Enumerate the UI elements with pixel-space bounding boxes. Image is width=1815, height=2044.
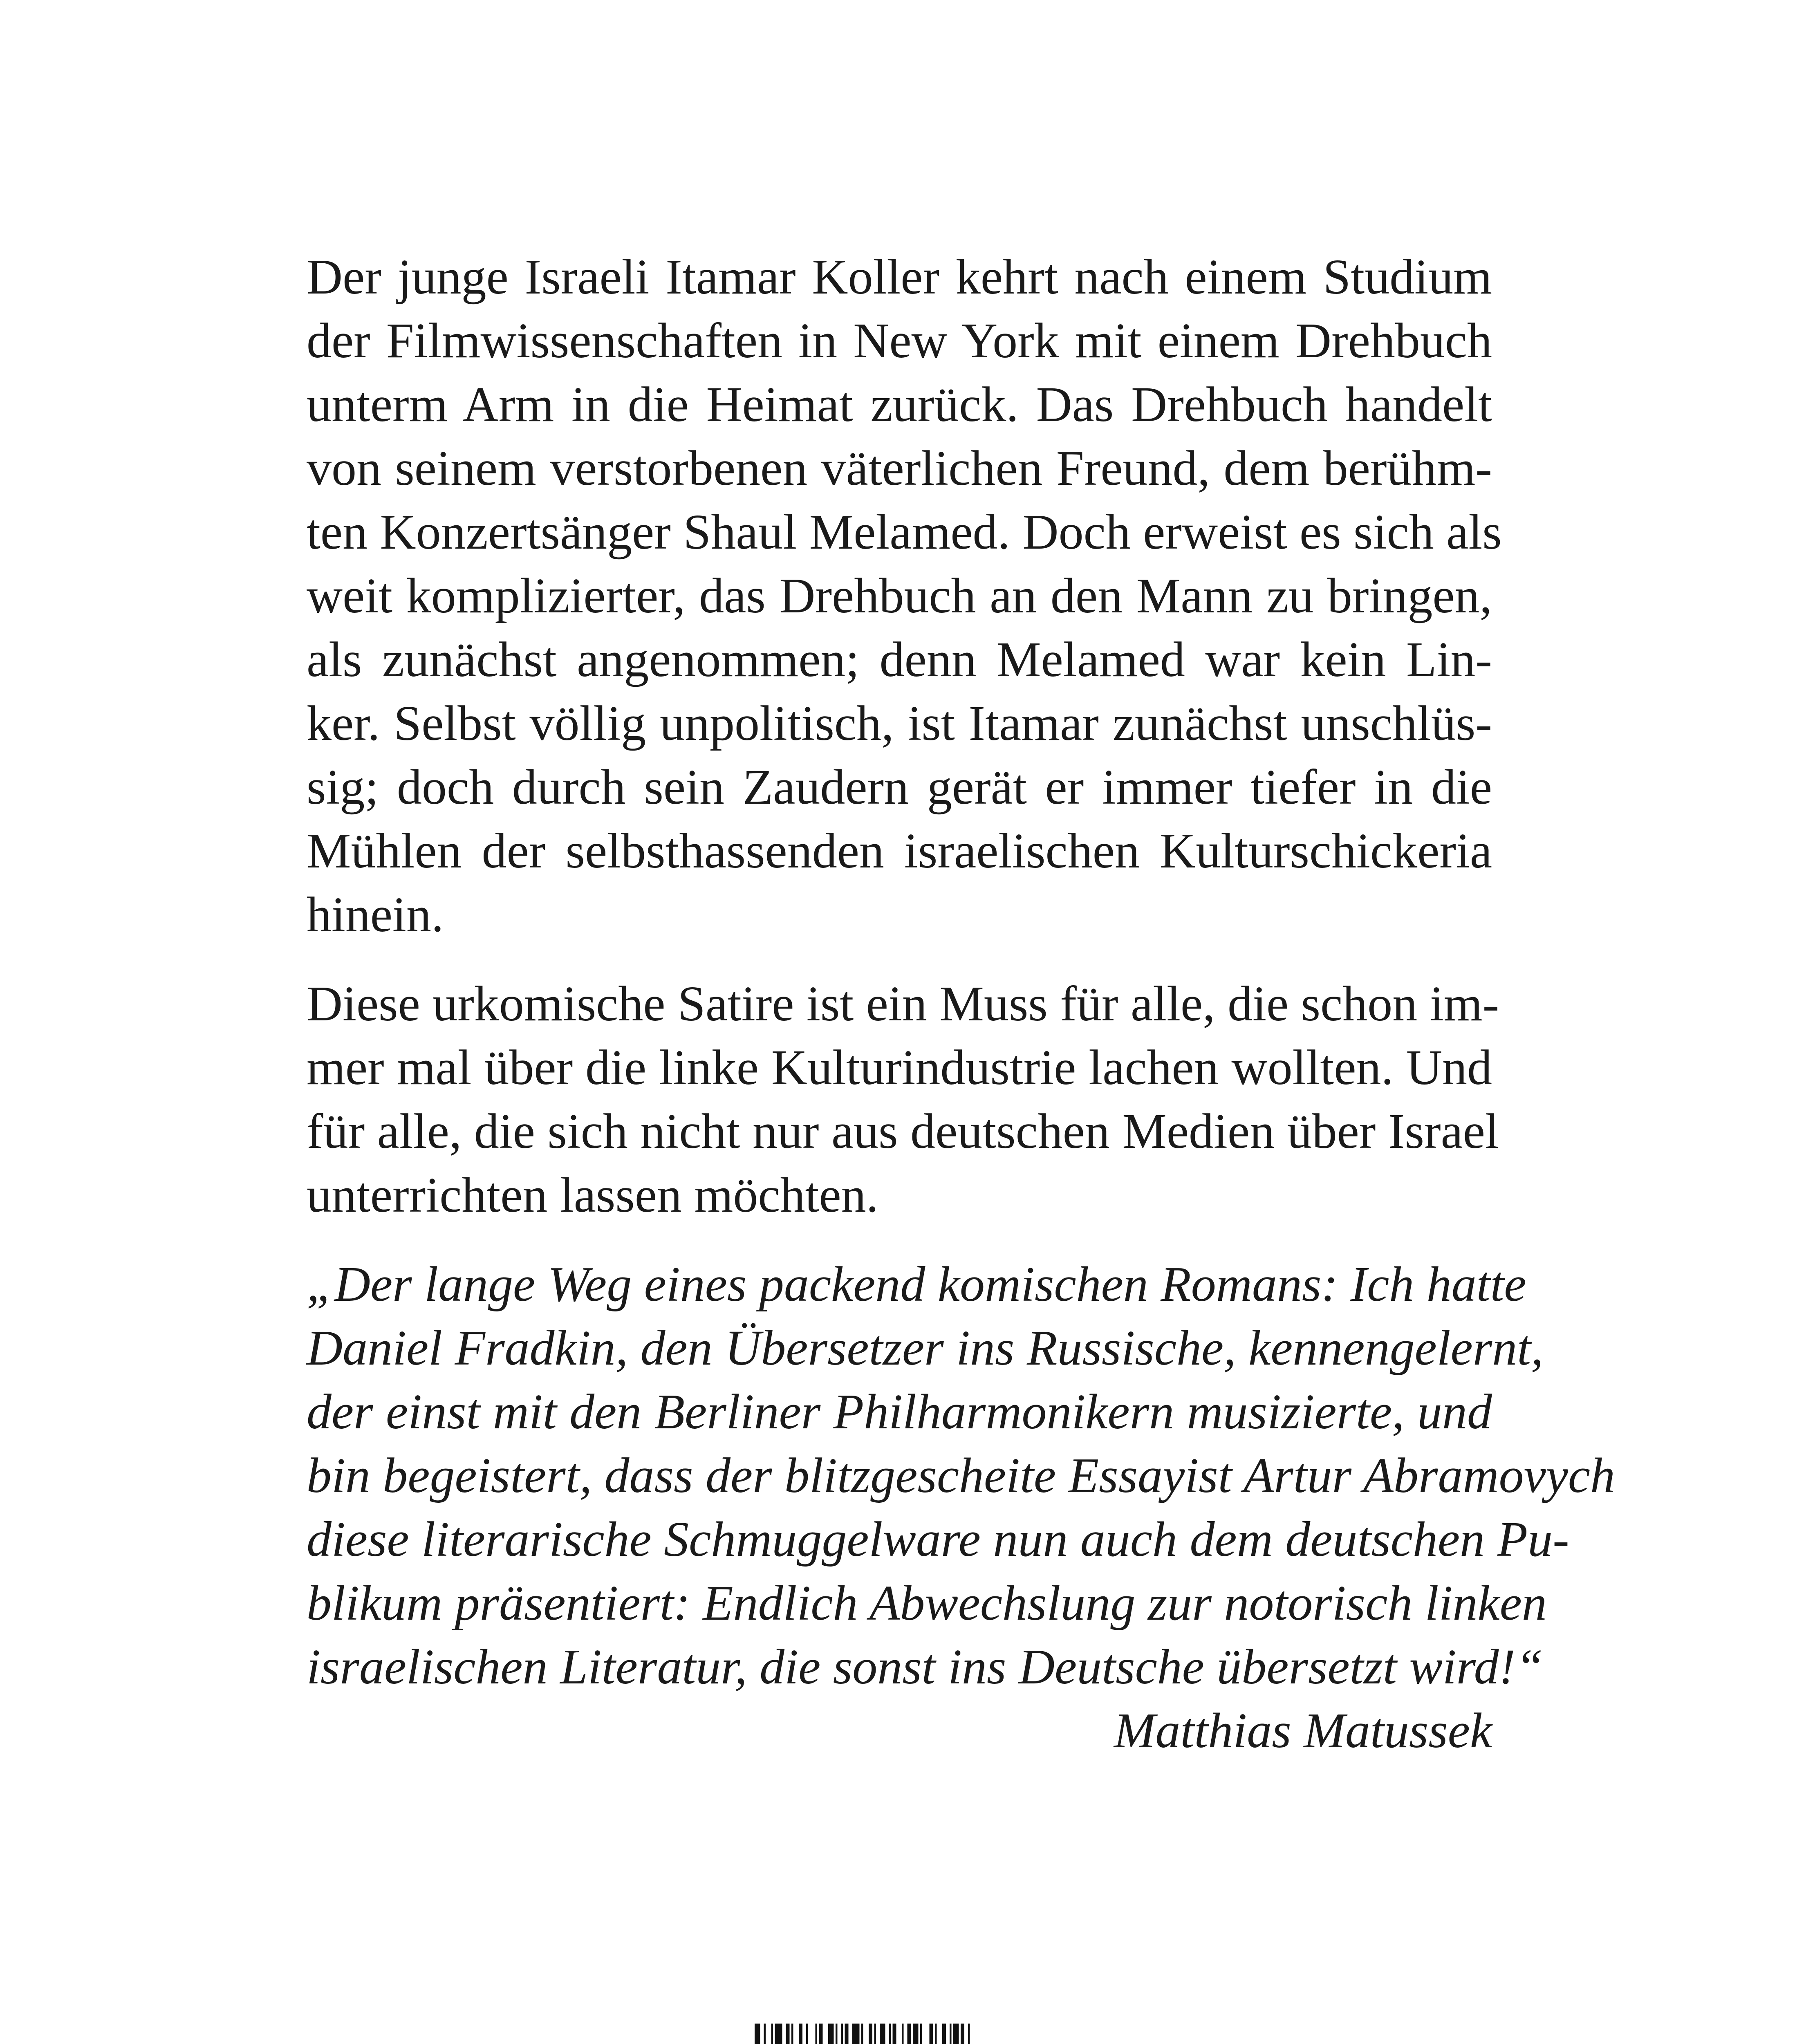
blurb-line: sig; doch durch sein Zaudern gerät er immer tiefer in die [307, 760, 1492, 815]
barcode-bar [786, 2024, 790, 2044]
barcode-bar [852, 2024, 860, 2044]
blurb-line: als zunächst angenommen; denn Melamed war kein Lin- [307, 632, 1492, 687]
barcode-bar [845, 2024, 849, 2044]
barcode-bar [942, 2024, 946, 2044]
barcode-bar [880, 2024, 885, 2044]
blurb-line: unterrichten lassen möchten. [307, 1168, 879, 1223]
quote-line: der einst mit den Berliner Philharmonikern musizierte, und [307, 1384, 1492, 1439]
barcode-bar [799, 2024, 802, 2044]
barcode-bar [908, 2024, 911, 2044]
barcode-bars [726, 2024, 1094, 2044]
barcode-bar [889, 2024, 891, 2044]
blurb-line: mer mal über die linke Kulturindustrie lachen wollten. Und [307, 1040, 1492, 1095]
barcode-bar [806, 2024, 808, 2044]
barcode-bar [791, 2024, 793, 2044]
barcode-bar [771, 2024, 773, 2044]
blurb-line: für alle, die sich nicht nur aus deutschen Medien über Israel [307, 1104, 1499, 1159]
quote-line: diese literarische Schmuggelware nun auch dem deutschen Pu- [307, 1512, 1569, 1567]
barcode-bar [968, 2024, 970, 2044]
barcode-bar [819, 2024, 823, 2044]
barcode-bar [961, 2024, 964, 2044]
quote-line: „Der lange Weg eines packend komischen Romans: Ich hatte [307, 1257, 1526, 1312]
review-quote [307, 1253, 1616, 1763]
barcode-bar [764, 2024, 766, 2044]
barcode-bar [861, 2024, 863, 2044]
barcode-bar [869, 2024, 872, 2044]
barcode-bar [816, 2024, 818, 2044]
isbn-barcode [726, 2024, 1094, 2044]
blurb-line: der Filmwissenschaften in New York mit einem Drehbuch [307, 313, 1492, 368]
blurb-line: von seinem verstorbenen väterlichen Freund, dem berühm- [307, 441, 1492, 496]
quote-line: blikum präsentiert: Endlich Abwechslung zur notorisch linken [307, 1576, 1547, 1631]
barcode-bar [836, 2024, 838, 2044]
blurb-line: ten Konzertsänger Shaul Melamed. Doch erweist es sich als [307, 504, 1502, 560]
quote-line: Daniel Fradkin, den Übersetzer ins Russische, kennengelernt, [307, 1320, 1544, 1376]
barcode-bar [874, 2024, 876, 2044]
quote-line: israelischen Literatur, die sonst ins Deutsche übersetzt wird!“ [307, 1639, 1544, 1694]
barcode-bar [920, 2024, 922, 2044]
blurb-line: Mühlen der selbsthassenden israelischen Kulturschickeria [307, 823, 1492, 879]
barcode-bar [893, 2024, 896, 2044]
barcode-bar [935, 2024, 937, 2044]
back-cover-text [307, 245, 1616, 1788]
quote-line: bin begeistert, dass der blitzgescheite Essayist Artur Abramovych [307, 1448, 1616, 1503]
blurb-line: weit komplizierter, das Drehbuch an den Mann zu bringen, [307, 568, 1492, 623]
blurb-line: hinein. [307, 887, 444, 942]
barcode-bar [902, 2024, 904, 2044]
barcode-bar [913, 2024, 919, 2044]
quote-author: Matthias Matussek [1114, 1703, 1492, 1758]
barcode-bar [755, 2024, 760, 2044]
blurb-line: Diese urkomische Satire ist ein Muss für alle, die schon im- [307, 976, 1499, 1031]
barcode-bar [775, 2024, 782, 2044]
barcode-bar [953, 2024, 959, 2044]
blurb-line: unterm Arm in die Heimat zurück. Das Drehbuch handelt [307, 377, 1492, 432]
barcode-bar [841, 2024, 843, 2044]
barcode-bar [930, 2024, 933, 2044]
barcode-bar [950, 2024, 952, 2044]
blurb-paragraph-1 [307, 245, 1502, 947]
blurb-line: ker. Selbst völlig unpolitisch, ist Itamar zunächst unschlüs- [307, 696, 1492, 751]
blurb-paragraph-2 [307, 972, 1499, 1227]
blurb-line: Der junge Israeli Itamar Koller kehrt nach einem Studium [307, 249, 1492, 305]
barcode-bar [828, 2024, 834, 2044]
